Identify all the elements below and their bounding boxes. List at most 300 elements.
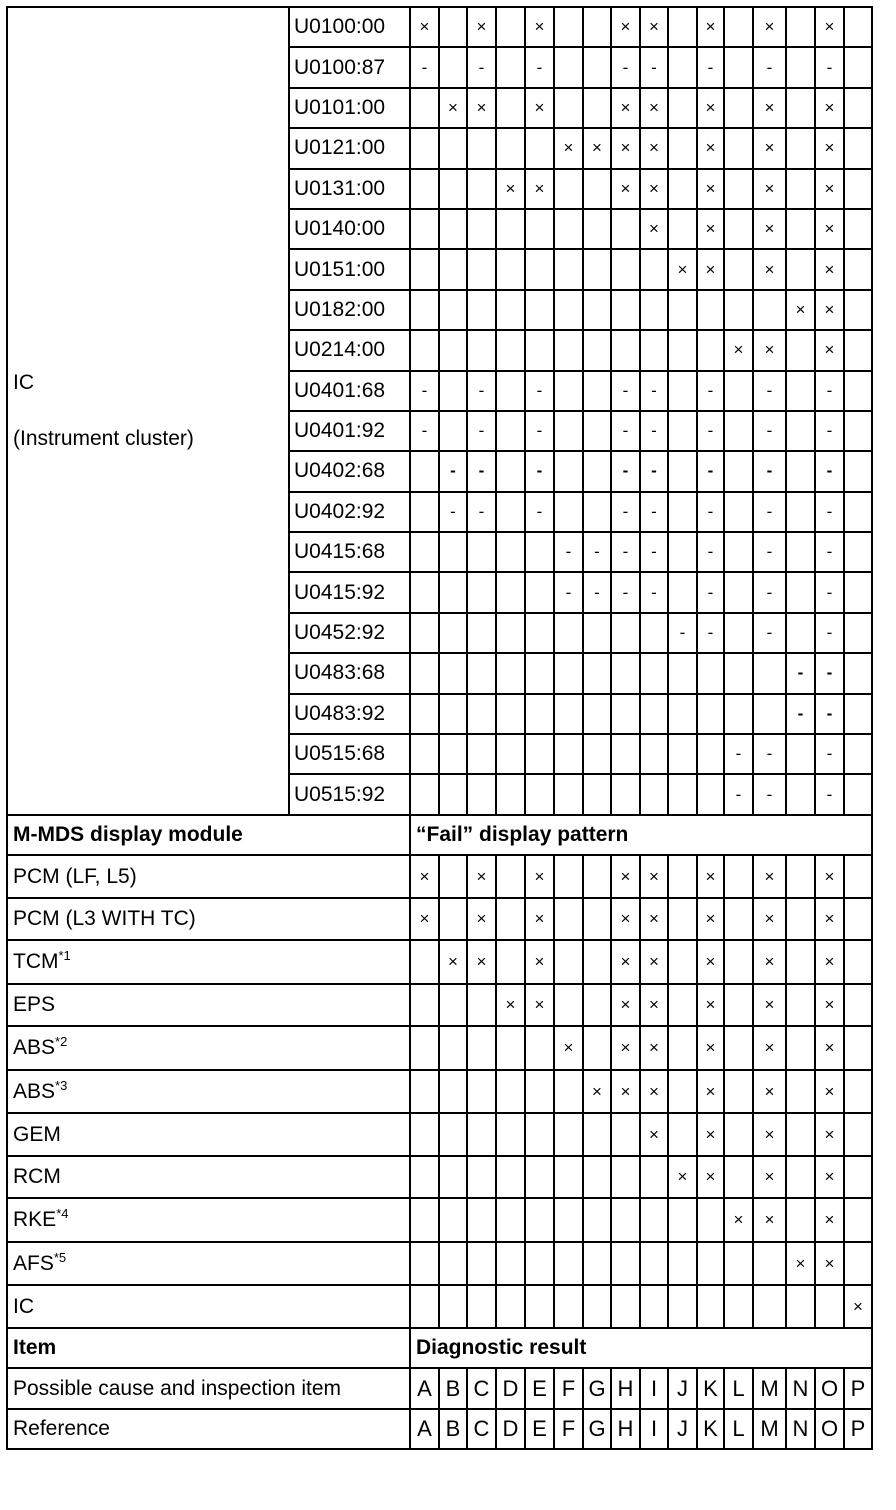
diagnostic-result-header: Diagnostic result: [410, 1328, 872, 1369]
mark-cell-O: ×: [815, 898, 844, 941]
mark-cell-D: [496, 330, 525, 370]
mark-cell-J: ×: [668, 1156, 697, 1199]
mark-cell-P: [844, 169, 872, 209]
module-row: [7, 940, 872, 984]
dtc-code: U0452:92: [289, 613, 410, 653]
mark-cell-G: [583, 1242, 611, 1286]
mark-cell-L: [724, 984, 753, 1027]
module-name: RKE$^{*4}$: [7, 1198, 410, 1242]
result-letter-P: P: [844, 1409, 872, 1450]
mark-cell-A: [410, 330, 439, 370]
mark-cell-B: [439, 984, 467, 1027]
mark-cell-B: [439, 169, 467, 209]
mark-cell-F: [554, 613, 583, 653]
mark-cell-D: [496, 1070, 525, 1114]
mark-cell-E: [525, 1285, 554, 1328]
mark-cell-A: [410, 1070, 439, 1114]
module-name: EPS: [7, 984, 410, 1027]
mark-cell-D: [496, 572, 525, 612]
mark-cell-L: [724, 492, 753, 532]
mark-cell-F: [554, 411, 583, 451]
mark-cell-L: ×: [724, 1198, 753, 1242]
mark-cell-M: [753, 290, 786, 330]
result-letter-O: O: [815, 1368, 844, 1409]
mark-cell-P: [844, 47, 872, 87]
mark-cell-L: -: [724, 774, 753, 814]
mark-cell-C: ×: [467, 898, 496, 941]
mark-cell-P: [844, 411, 872, 451]
mark-cell-C: [467, 1113, 496, 1156]
mark-cell-E: [525, 694, 554, 734]
item-header-label: Item: [7, 1328, 410, 1369]
mark-cell-O: ×: [815, 855, 844, 898]
footnote-ref: *4: [56, 1206, 69, 1222]
mark-cell-P: [844, 1026, 872, 1070]
mark-cell-I: [640, 613, 668, 653]
mark-cell-G: [583, 774, 611, 814]
mark-cell-J: [668, 1070, 697, 1114]
diagnostic-table: [6, 6, 873, 1450]
mark-cell-C: [467, 1156, 496, 1199]
mark-cell-J: [668, 653, 697, 693]
mark-cell-A: [410, 694, 439, 734]
mark-cell-K: [697, 653, 724, 693]
mark-cell-H: [611, 653, 640, 693]
mark-cell-N: [786, 128, 815, 168]
footnote-ref: *2: [55, 1034, 68, 1050]
mark-cell-O: ×: [815, 169, 844, 209]
mark-cell-N: [786, 411, 815, 451]
mark-cell-G: [583, 1026, 611, 1070]
mark-cell-F: [554, 330, 583, 370]
mark-cell-M: ×: [753, 169, 786, 209]
mark-cell-D: ×: [496, 169, 525, 209]
mark-cell-O: -: [815, 532, 844, 572]
mark-cell-B: [439, 249, 467, 289]
mark-cell-L: [724, 88, 753, 128]
mark-cell-O: ×: [815, 209, 844, 249]
mark-cell-N: -: [786, 694, 815, 734]
mark-cell-K: [697, 774, 724, 814]
mark-cell-P: [844, 855, 872, 898]
mark-cell-M: -: [753, 774, 786, 814]
mark-cell-B: [439, 898, 467, 941]
mark-cell-N: [786, 451, 815, 491]
mark-cell-E: [525, 572, 554, 612]
mark-cell-B: [439, 734, 467, 774]
mark-cell-F: -: [554, 572, 583, 612]
mark-cell-I: [640, 694, 668, 734]
mark-cell-I: [640, 774, 668, 814]
mark-cell-D: [496, 532, 525, 572]
mark-cell-N: [786, 371, 815, 411]
mark-cell-F: -: [554, 532, 583, 572]
mark-cell-L: [724, 898, 753, 941]
mark-cell-H: [611, 249, 640, 289]
mark-cell-F: [554, 653, 583, 693]
mark-cell-F: [554, 1070, 583, 1114]
mark-cell-F: [554, 898, 583, 941]
mark-cell-I: ×: [640, 209, 668, 249]
mark-cell-B: [439, 855, 467, 898]
mark-cell-D: [496, 1113, 525, 1156]
mark-cell-F: [554, 371, 583, 411]
mark-cell-J: [668, 128, 697, 168]
module-header-label: M-MDS display module: [7, 815, 410, 856]
mark-cell-P: [844, 734, 872, 774]
mark-cell-G: [583, 330, 611, 370]
mark-cell-I: [640, 734, 668, 774]
mark-cell-A: -: [410, 47, 439, 87]
mark-cell-D: [496, 613, 525, 653]
mark-cell-C: [467, 734, 496, 774]
footnote-ref: *5: [53, 1249, 67, 1265]
mark-cell-E: -: [525, 492, 554, 532]
result-letter-G: G: [583, 1368, 611, 1409]
mark-cell-H: ×: [611, 855, 640, 898]
mark-cell-I: [640, 1156, 668, 1199]
mark-cell-K: ×: [697, 209, 724, 249]
mark-cell-K: ×: [697, 249, 724, 289]
mark-cell-D: [496, 1198, 525, 1242]
result-letter-A: A: [410, 1368, 439, 1409]
mark-cell-M: [753, 1285, 786, 1328]
mark-cell-I: [640, 330, 668, 370]
mark-cell-L: -: [724, 734, 753, 774]
mark-cell-L: [724, 694, 753, 734]
mark-cell-B: [439, 1285, 467, 1328]
mark-cell-A: [410, 653, 439, 693]
mark-cell-N: [786, 940, 815, 984]
mark-cell-C: [467, 169, 496, 209]
mark-cell-L: [724, 1026, 753, 1070]
mark-cell-G: [583, 1113, 611, 1156]
mark-cell-A: [410, 984, 439, 1027]
mark-cell-I: ×: [640, 1026, 668, 1070]
mark-cell-N: [786, 774, 815, 814]
result-letter-G: G: [583, 1409, 611, 1450]
mark-cell-N: [786, 249, 815, 289]
mark-cell-B: [439, 774, 467, 814]
mark-cell-P: [844, 898, 872, 941]
mark-cell-G: ×: [583, 1070, 611, 1114]
mark-cell-O: ×: [815, 7, 844, 47]
result-letter-E: E: [525, 1409, 554, 1450]
mark-cell-N: [786, 7, 815, 47]
mark-cell-K: ×: [697, 940, 724, 984]
mark-cell-D: [496, 1242, 525, 1286]
dtc-code: U0121:00: [289, 128, 410, 168]
result-letter-I: I: [640, 1368, 668, 1409]
mark-cell-M: ×: [753, 940, 786, 984]
mark-cell-J: [668, 855, 697, 898]
mark-cell-P: [844, 694, 872, 734]
mark-cell-A: [410, 1285, 439, 1328]
mark-cell-I: ×: [640, 1113, 668, 1156]
mark-cell-J: [668, 290, 697, 330]
mark-cell-C: [467, 1242, 496, 1286]
mark-cell-F: [554, 1156, 583, 1199]
mark-cell-D: [496, 128, 525, 168]
mark-cell-O: ×: [815, 1026, 844, 1070]
mark-cell-P: [844, 572, 872, 612]
mark-cell-B: [439, 653, 467, 693]
mark-cell-I: -: [640, 532, 668, 572]
mark-cell-G: [583, 1156, 611, 1199]
mark-cell-O: ×: [815, 249, 844, 289]
result-letter-F: F: [554, 1409, 583, 1450]
module-row: [7, 898, 872, 941]
mark-cell-M: -: [753, 492, 786, 532]
mark-cell-C: [467, 774, 496, 814]
mark-cell-M: -: [753, 371, 786, 411]
mark-cell-M: [753, 1242, 786, 1286]
mark-cell-M: ×: [753, 1026, 786, 1070]
dtc-code: U0401:68: [289, 371, 410, 411]
mark-cell-C: ×: [467, 7, 496, 47]
mark-cell-B: [439, 532, 467, 572]
mark-cell-I: ×: [640, 169, 668, 209]
mark-cell-D: [496, 1026, 525, 1070]
mark-cell-C: [467, 1198, 496, 1242]
mark-cell-M: ×: [753, 128, 786, 168]
mark-cell-G: [583, 209, 611, 249]
mark-cell-K: [697, 1285, 724, 1328]
mark-cell-I: -: [640, 572, 668, 612]
mark-cell-F: [554, 940, 583, 984]
mark-cell-L: [724, 613, 753, 653]
mark-cell-P: [844, 1113, 872, 1156]
mark-cell-J: [668, 451, 697, 491]
mark-cell-L: [724, 371, 753, 411]
mark-cell-P: [844, 940, 872, 984]
mark-cell-P: [844, 613, 872, 653]
mark-cell-F: [554, 694, 583, 734]
mark-cell-P: [844, 451, 872, 491]
mark-cell-F: ×: [554, 128, 583, 168]
mark-cell-O: -: [815, 371, 844, 411]
module-row: [7, 1156, 872, 1199]
module-row: [7, 984, 872, 1027]
mark-cell-E: [525, 532, 554, 572]
mark-cell-D: [496, 1285, 525, 1328]
mark-cell-N: ×: [786, 1242, 815, 1286]
mark-cell-B: [439, 572, 467, 612]
mark-cell-N: [786, 1113, 815, 1156]
mark-cell-K: ×: [697, 128, 724, 168]
mark-cell-I: ×: [640, 1070, 668, 1114]
mark-cell-O: ×: [815, 940, 844, 984]
mark-cell-F: [554, 209, 583, 249]
result-letter-C: C: [467, 1368, 496, 1409]
mark-cell-P: [844, 532, 872, 572]
mark-cell-H: [611, 1242, 640, 1286]
mark-cell-N: -: [786, 653, 815, 693]
mark-cell-H: -: [611, 572, 640, 612]
mark-cell-E: -: [525, 371, 554, 411]
mark-cell-G: [583, 88, 611, 128]
module-header-row: [7, 815, 872, 856]
mark-cell-K: -: [697, 451, 724, 491]
mark-cell-D: [496, 47, 525, 87]
mark-cell-J: [668, 734, 697, 774]
result-letter-I: I: [640, 1409, 668, 1450]
mark-cell-O: -: [815, 572, 844, 612]
mark-cell-H: ×: [611, 984, 640, 1027]
mark-cell-G: [583, 290, 611, 330]
result-letter-L: L: [724, 1368, 753, 1409]
mark-cell-C: ×: [467, 855, 496, 898]
mark-cell-O: ×: [815, 128, 844, 168]
mark-cell-F: [554, 774, 583, 814]
mark-cell-F: [554, 47, 583, 87]
dtc-code: U0401:92: [289, 411, 410, 451]
mark-cell-O: ×: [815, 330, 844, 370]
dtc-code: U0131:00: [289, 169, 410, 209]
mark-cell-B: [439, 613, 467, 653]
mark-cell-O: ×: [815, 1113, 844, 1156]
dtc-code: U0483:68: [289, 653, 410, 693]
mark-cell-H: [611, 774, 640, 814]
mark-cell-I: -: [640, 371, 668, 411]
result-letter-M: M: [753, 1368, 786, 1409]
mark-cell-F: [554, 734, 583, 774]
module-name: ABS$^{*2}$: [7, 1026, 410, 1070]
mark-cell-D: [496, 88, 525, 128]
mark-cell-H: ×: [611, 940, 640, 984]
mark-cell-C: -: [467, 411, 496, 451]
mark-cell-A: [410, 1242, 439, 1286]
result-letter-A: A: [410, 1409, 439, 1450]
mark-cell-L: [724, 290, 753, 330]
mark-cell-H: ×: [611, 898, 640, 941]
mark-cell-C: [467, 572, 496, 612]
mark-cell-P: [844, 1156, 872, 1199]
mark-cell-E: [525, 1198, 554, 1242]
mark-cell-G: [583, 855, 611, 898]
mark-cell-A: [410, 492, 439, 532]
mark-cell-F: [554, 88, 583, 128]
mark-cell-A: [410, 1156, 439, 1199]
mark-cell-M: ×: [753, 898, 786, 941]
mark-cell-C: [467, 653, 496, 693]
mark-cell-K: -: [697, 532, 724, 572]
mark-cell-I: [640, 1198, 668, 1242]
mark-cell-N: [786, 855, 815, 898]
mark-cell-D: [496, 940, 525, 984]
mark-cell-O: -: [815, 613, 844, 653]
mark-cell-J: [668, 940, 697, 984]
mark-cell-E: -: [525, 451, 554, 491]
mark-cell-J: [668, 572, 697, 612]
mark-cell-C: [467, 694, 496, 734]
mark-cell-C: [467, 330, 496, 370]
mark-cell-K: -: [697, 411, 724, 451]
mark-cell-G: ×: [583, 128, 611, 168]
mark-cell-M: -: [753, 411, 786, 451]
mark-cell-B: [439, 209, 467, 249]
mark-cell-J: [668, 532, 697, 572]
mark-cell-C: [467, 984, 496, 1027]
mark-cell-P: [844, 774, 872, 814]
mark-cell-B: [439, 411, 467, 451]
mark-cell-A: ×: [410, 7, 439, 47]
mark-cell-E: [525, 330, 554, 370]
mark-cell-D: [496, 7, 525, 47]
mark-cell-D: [496, 492, 525, 532]
mark-cell-O: -: [815, 694, 844, 734]
mark-cell-E: [525, 613, 554, 653]
mark-cell-D: [496, 290, 525, 330]
module-name: IC: [7, 1285, 410, 1328]
mark-cell-H: [611, 209, 640, 249]
mark-cell-I: ×: [640, 984, 668, 1027]
mark-cell-M: -: [753, 734, 786, 774]
mark-cell-F: [554, 1198, 583, 1242]
mark-cell-H: [611, 1113, 640, 1156]
mark-cell-K: ×: [697, 855, 724, 898]
mark-cell-O: -: [815, 653, 844, 693]
mark-cell-L: [724, 572, 753, 612]
mark-cell-M: ×: [753, 984, 786, 1027]
module-name: PCM (L3 WITH TC): [7, 898, 410, 941]
mark-cell-I: ×: [640, 88, 668, 128]
mark-cell-A: [410, 451, 439, 491]
mark-cell-C: -: [467, 47, 496, 87]
mark-cell-P: [844, 88, 872, 128]
mark-cell-H: [611, 613, 640, 653]
mark-cell-G: [583, 169, 611, 209]
mark-cell-H: ×: [611, 88, 640, 128]
module-name: PCM (LF, L5): [7, 855, 410, 898]
mark-cell-C: [467, 1285, 496, 1328]
mark-cell-J: [668, 1113, 697, 1156]
mark-cell-H: ×: [611, 169, 640, 209]
mark-cell-L: ×: [724, 330, 753, 370]
mark-cell-O: ×: [815, 290, 844, 330]
mark-cell-N: [786, 1156, 815, 1199]
mark-cell-K: ×: [697, 88, 724, 128]
dtc-code: U0483:92: [289, 694, 410, 734]
result-letter-O: O: [815, 1409, 844, 1450]
mark-cell-K: -: [697, 572, 724, 612]
result-letter-E: E: [525, 1368, 554, 1409]
mark-cell-B: [439, 330, 467, 370]
module-name: RCM: [7, 1156, 410, 1199]
dtc-code: U0415:68: [289, 532, 410, 572]
mark-cell-J: [668, 169, 697, 209]
mark-cell-A: [410, 209, 439, 249]
mark-cell-P: [844, 7, 872, 47]
mark-cell-F: [554, 1113, 583, 1156]
mark-cell-N: [786, 532, 815, 572]
mark-cell-K: -: [697, 613, 724, 653]
mark-cell-F: [554, 855, 583, 898]
mark-cell-E: ×: [525, 984, 554, 1027]
mark-cell-E: [525, 1113, 554, 1156]
mark-cell-G: [583, 734, 611, 774]
mark-cell-K: [697, 330, 724, 370]
mark-cell-E: ×: [525, 169, 554, 209]
mark-cell-A: [410, 774, 439, 814]
result-row-label: Possible cause and inspection item: [7, 1368, 410, 1409]
result-letter-L: L: [724, 1409, 753, 1450]
mark-cell-A: [410, 1026, 439, 1070]
ic-module-label: [7, 7, 289, 815]
mark-cell-D: [496, 855, 525, 898]
mark-cell-G: [583, 249, 611, 289]
mark-cell-E: [525, 290, 554, 330]
